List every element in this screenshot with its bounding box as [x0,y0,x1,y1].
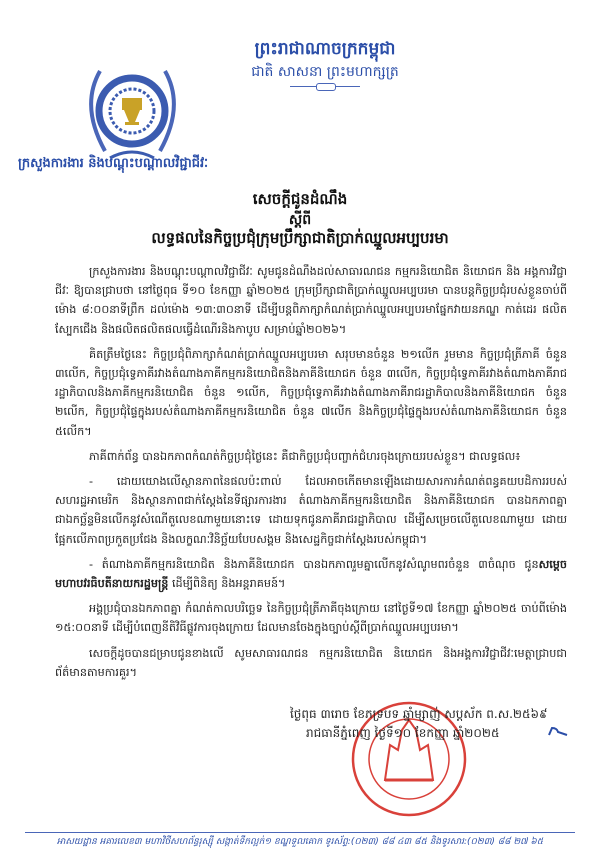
paragraph-result-intro: ភាគីពាក់ព័ន្ធ បានឯកភាពកំណត់កិច្ចប្រជុំថ្ងៃនេះ គឺជាកិច្ចប្រជុំបញ្ចាក់ជំហរចុងក្រោយរបស់ខ្លួន។ ជាលទ្ធផល៖ [89,449,521,463]
prime-minister-title: សម្តេចមហាបវរធិបតីនាយករដ្ឋមន្ត្រី [55,557,567,591]
kingdom-heading: ព្រះរាជាណាចក្រកម្ពុជា [254,39,396,59]
national-motto: ជាតិ សាសនា ព្រះមហាក្សត្រ [251,64,399,80]
signature-mark [548,727,568,736]
footer-address: អាសយដ្ឋាន អគារលេខ៣ មហាវិថីសហព័ន្ធរុស្ស៊ី សង្កាត់ទឹកល្អក់១ ខណ្ឌទួលគោក ទូរស័ព្ទ:(០២៣) ៨៨ ៤៣ ៨៥ និងទូរសារ:(០២៣) ៨៨ ២៧ ៦៥ [56,837,544,847]
ministry-logo [80,56,185,171]
lunar-date: ថ្ងៃពុធ ៣រោច ខែភទ្របទ ឆ្នាំម្សាញ់ សប្តស័ក ព.ស.២៥៦៩ [290,707,548,721]
footer-divider [25,832,575,833]
ornament-center [316,83,336,91]
ministry-name: ក្រសួងការងារ និងបណ្តុះបណ្តាលវិជ្ជាជីវៈ [18,156,209,171]
notice-subject-label: ស្តីពី [288,212,312,228]
paragraph-closing: សេចក្តីដូចបានជម្រាបជូនខាងលើ សូមសាធារណជន កម្មករនិយោជិត និយោជក និងអង្គការវិជ្ជាជីវៈមេត្តាជ្រាបជាព័ត៌មានតាមការគួរ។ [55,646,567,679]
notice-title: សេចក្តីជូនដំណឹង [252,190,348,208]
result-2-end: ដើម្បីពិនិត្យ និងអន្តរាគមន៍។ [168,577,286,591]
paragraph-result-2 [55,555,567,593]
paragraph-result-1: - ដោយយោងលើស្ថានភាពនៃផលប៉ះពាល់ ដែលអាចកើតមានឡើងដោយសារការកំណត់ពន្ធគយបដិការរបស់សហរដ្ឋអាមេរិក និងស្ថានភាពជាក់ស្តែងនៃទីផ្សារការងារ តំណាងភាគីកម្មករនិយោជិត និងភាគីនិយោជក បានឯកភាពគ្នាជាឯកច្ឆ័ន្ទមិនលើកនូវសំណើតួលេខណាមួយនោះទេ ដោយទុកជូនភាគីរាជរដ្ឋាភិបាល ដើម្បីសម្រេចលើតួលេខណាមួយ ដោយផ្អែកលើភាពប្រកួតប្រជែង និងលក្ខណៈវិនិច្ឆ័យបែបសង្គម និងសេដ្ឋកិច្ចជាក់ស្តែងរបស់កម្ពុជា។ [55,475,567,546]
notice-body [55,262,567,688]
paragraph-meetings: គិតត្រឹមថ្ងៃនេះ កិច្ចប្រជុំពិភាក្សាកំណត់ប្រាក់ឈ្នួលអប្បបរមា សរុបមានចំនួន ២១លើក រួមមាន កិច្ចប្រជុំត្រីភាគី ចំនួន ៣លើក, កិច្ចប្រជុំទ្វេភាគីរវាងតំណាងភាគីកម្មករនិយោជិតនិងភាគីនិយោជក ចំនួន ៣លើក, កិច្ចប្រជុំទ្វេភាគីរវាងតំណាងភាគីរាជរដ្ឋាភិបាលនិងភាគីកម្មករនិយោជិត ចំនួន ១លើក, កិច្ចប្រជុំទ្វេភាគីរវាងតំណាងភាគីរាជរដ្ឋាភិបាលនិងភាគីនិយោជក ចំនួន ២លើក, កិច្ចប្រជុំផ្ទៃក្នុងរបស់តំណាងភាគីកម្មករនិយោជិត ចំនួន ៧លើក និងកិច្ចប្រជុំផ្ទៃក្នុងរបស់តំណាងភាគីនិយោជក ចំនួន ៥លើក។ [55,347,567,438]
notice-subject: លទ្ធផលនៃកិច្ចប្រជុំក្រុមប្រឹក្សាជាតិប្រាក់ឈ្នួលអប្បបរមា [151,229,449,247]
result-2-start: - តំណាងភាគីកម្មករនិយោជិត និងភាគីនិយោជក បានឯកភាពរួមគ្នាលើកនូវសំណូមពរចំនួន ៣ចំណុច ជូន [89,557,539,571]
paragraph-intro: ក្រសួងការងារ និងបណ្តុះបណ្តាលវិជ្ជាជីវៈ សូមជូនដំណឹងដល់សាធារណជន កម្មករនិយោជិត និយោជក និង អង្គការវិជ្ជាជីវៈ ឱ្យបានជ្រាបថា នៅថ្ងៃពុធ ទី១០ ខែកញ្ញា ឆ្នាំ២០២៥ ក្រុមប្រឹក្សាជាតិប្រាក់ឈ្នួលអប្បបរមា បានបន្តកិច្ចប្រជុំរបស់ខ្លួនចាប់ពីម៉ោង ៨:០០នាទីព្រឹក ដល់ម៉ោង ១៣:៣០នាទី ដើម្បីបន្តពិភាក្សាកំណត់ប្រាក់ឈ្នួលអប្បបរមាផ្នែកវាយនភណ្ឌ កាត់ដេរ ផលិតស្បែកជើង និងផលិតផលិតផលធ្វើដំណើរនិងកាបូប សម្រាប់ឆ្នាំ២០២៦។ [55,265,567,336]
solar-date: រាជធានីភ្នំពេញ ថ្ងៃទី១០ ខែកញ្ញា ឆ្នាំ២០២៥ [306,726,500,740]
paragraph-next-meeting: អង្គប្រជុំបានឯកភាពគ្នា កំណត់កាលបរិច្ឆេទ នៃកិច្ចប្រជុំត្រីភាគីចុងក្រោយ នៅថ្ងៃទី១៧ ខែកញ្ញា ឆ្នាំ២០២៥ ចាប់ពីម៉ោង ១៥:០០នាទី ដើម្បីបំពេញនីតិវិធីផ្លូវការចុងក្រោយ ដែលមានចែងក្នុងច្បាប់ស្តីពីប្រាក់ឈ្នួលអប្បបរមា។ [55,602,567,635]
